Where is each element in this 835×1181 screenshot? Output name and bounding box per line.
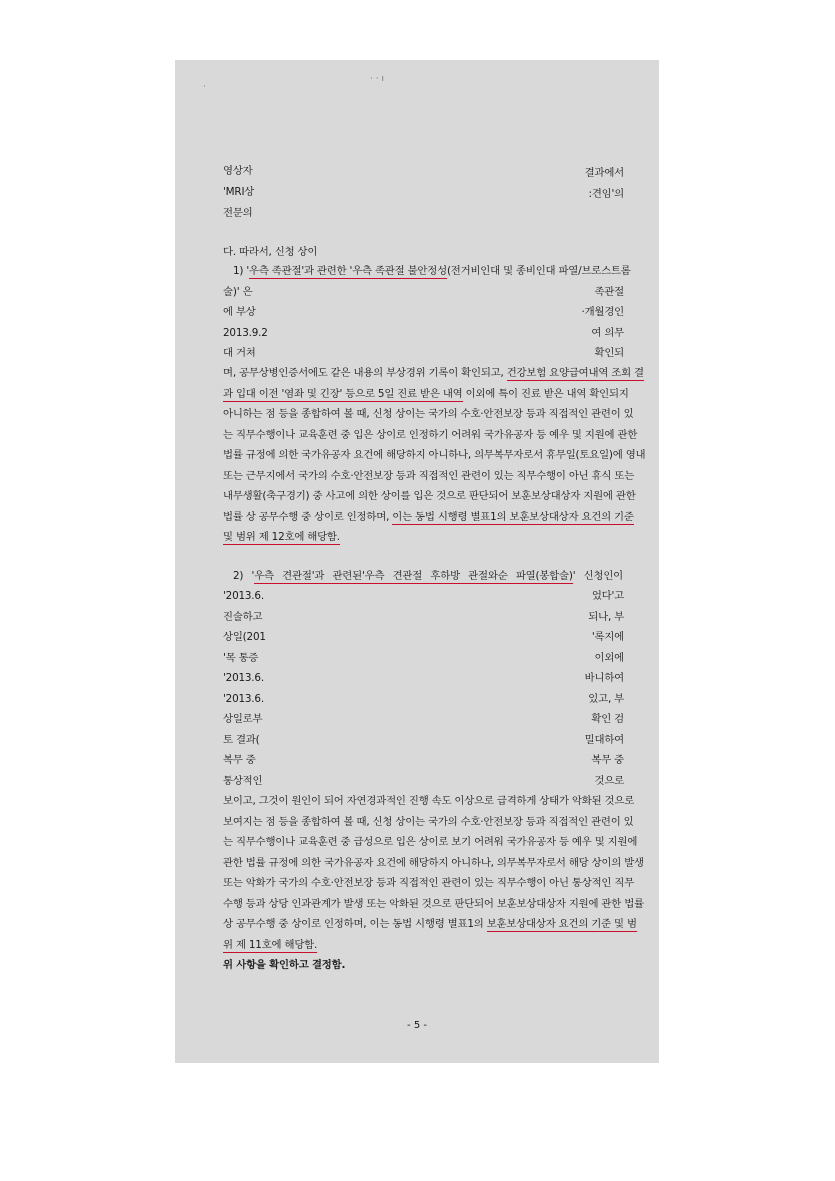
cut-right: 여 의무 (591, 327, 624, 339)
cut-right: 밀대하여 (584, 734, 624, 746)
item2-line: 수행 등과 상당 인과관계가 발생 또는 악화된 것으로 판단되어 보훈보상대상자 지원에 관한 법률 (223, 898, 644, 910)
cut-left: 복무 중 (223, 754, 256, 766)
scan-speck: · (203, 82, 206, 92)
cut-right: 되나, 부 (588, 611, 624, 623)
cut-right: ·개월경인 (581, 306, 624, 318)
item1-line: 및 범위 제 12호에 해당함. (223, 531, 340, 543)
item2-line: 는 직무수행이나 교육훈련 중 급성으로 입은 상이로 보기 어려워 국가유공자 등 예우 및 지원에 (223, 836, 638, 848)
cut-right: 복무 중 (591, 754, 624, 766)
cut-right: 확인 검 (591, 713, 624, 725)
cut-right: 것으로 (594, 775, 624, 787)
cut-left: '2013.6. (223, 693, 264, 705)
closing-statement: 위 사항을 확인하고 결정함. (223, 959, 346, 971)
fragment-right: 결과에서 (584, 167, 624, 179)
item1-line: 내무생활(축구경기) 중 사고에 의한 상이를 입은 것으로 판단되어 보훈보상대상자 지원에 관한 (223, 490, 636, 502)
item2-line: 보여지는 점 등을 종합하여 볼 때, 신청 상이는 국가의 수호·안전보장 등과 직접적인 관련이 있 (223, 816, 634, 828)
cut-left: 대 거쳐 (223, 347, 256, 359)
item1-line: 는 직무수행이나 교육훈련 중 입은 상이로 인정하기 어려워 국가유공자 등 예우 및 지원에 관한 (223, 429, 638, 441)
page-number: - 5 - (407, 1020, 427, 1031)
cut-right: 었다'고 (591, 590, 624, 602)
cut-left: 2013.9.2 (223, 327, 268, 339)
fragment-left: 전문의 (223, 207, 253, 219)
fragment-right: :견임'의 (588, 188, 624, 200)
item1-line: 법률 상 공무수행 중 상이로 인정하며, 이는 동법 시행령 별표1의 보훈보상대상자 요건의 기준 (223, 511, 634, 523)
cut-left: 통상적인 (223, 775, 263, 787)
cut-right: 있고, 부 (588, 693, 624, 705)
cut-right: 바니하여 (584, 672, 624, 684)
item2-line: 2) '우측 견관절'과 관련된'우측 견관절 후하방 관절와순 파열(봉합술)' 신청인이 (233, 570, 624, 582)
cut-right: '록지에 (591, 631, 624, 643)
cut-left: '목 통증 (223, 652, 259, 664)
document-page (175, 60, 659, 1063)
item1-line: 며, 공무상병인증서에도 같은 내용의 부상경위 기록이 확인되고, 건강보험 요양급여내역 조회 결 (223, 367, 644, 379)
item2-line: 또는 악화가 국가의 수호·안전보장 등과 직접적인 관련이 있는 직무수행이 아닌 통상적인 직무 (223, 877, 635, 889)
item1-line: 또는 근무지에서 국가의 수호·안전보장 등과 직접적인 관련이 있는 직무수행이 아닌 휴식 또는 (223, 470, 635, 482)
item1-line: 아니하는 점 등을 종합하여 볼 때, 신청 상이는 국가의 수호·안전보장 등과 직접적인 관련이 있 (223, 408, 634, 420)
section-heading: 다. 따라서, 신청 상이 (223, 246, 318, 258)
item2-line: 관한 법률 규정에 의한 국가유공자 요건에 해당하지 아니하나, 의무복무자로서 해당 상이의 발생 (223, 857, 644, 869)
fragment-left: 영상자 (223, 165, 253, 177)
cut-left: 토 결과( (223, 734, 260, 746)
item1-line: 술)' 은 (223, 286, 253, 298)
cut-right: 확인되 (594, 347, 624, 359)
cut-left: 진술하고 (223, 611, 263, 623)
item1-line: 과 입대 이전 '염좌 및 긴장' 등으로 5일 진료 받은 내역 이외에 특이 진료 받은 내역 확인되지 (223, 388, 629, 400)
item1-line: 1) '우측 족관절'과 관련한 '우측 족관절 불안정성(전거비인대 및 종비인대 파열/브로스트롬 (233, 265, 631, 277)
cut-left: 에 부상 (223, 306, 256, 318)
scan-speck: · · ı (370, 74, 384, 84)
cut-right: 이외에 (594, 652, 624, 664)
fragment-left: 'MRI상 (223, 186, 255, 198)
cut-left: 상일로부 (223, 713, 263, 725)
cut-left: '2013.6. (223, 672, 264, 684)
cut-left: 상일(201 (223, 631, 266, 643)
item2-line: 보이고, 그것이 원인이 되어 자연경과적인 진행 속도 이상으로 급격하게 상태가 악화된 것으로 (223, 795, 635, 807)
cut-left: '2013.6. (223, 590, 264, 602)
item1-line: 법률 규정에 의한 국가유공자 요건에 해당하지 아니하나, 의무복무자로서 휴무일(토요일)에 영내 (223, 449, 646, 461)
item2-line: 상 공무수행 중 상이로 인정하며, 이는 동법 시행령 별표1의 보훈보상대상자 요건의 기준 및 범 (223, 918, 637, 930)
item2-line: 위 제 11호에 해당함. (223, 939, 318, 951)
item1-line: 족관절 (594, 286, 624, 298)
